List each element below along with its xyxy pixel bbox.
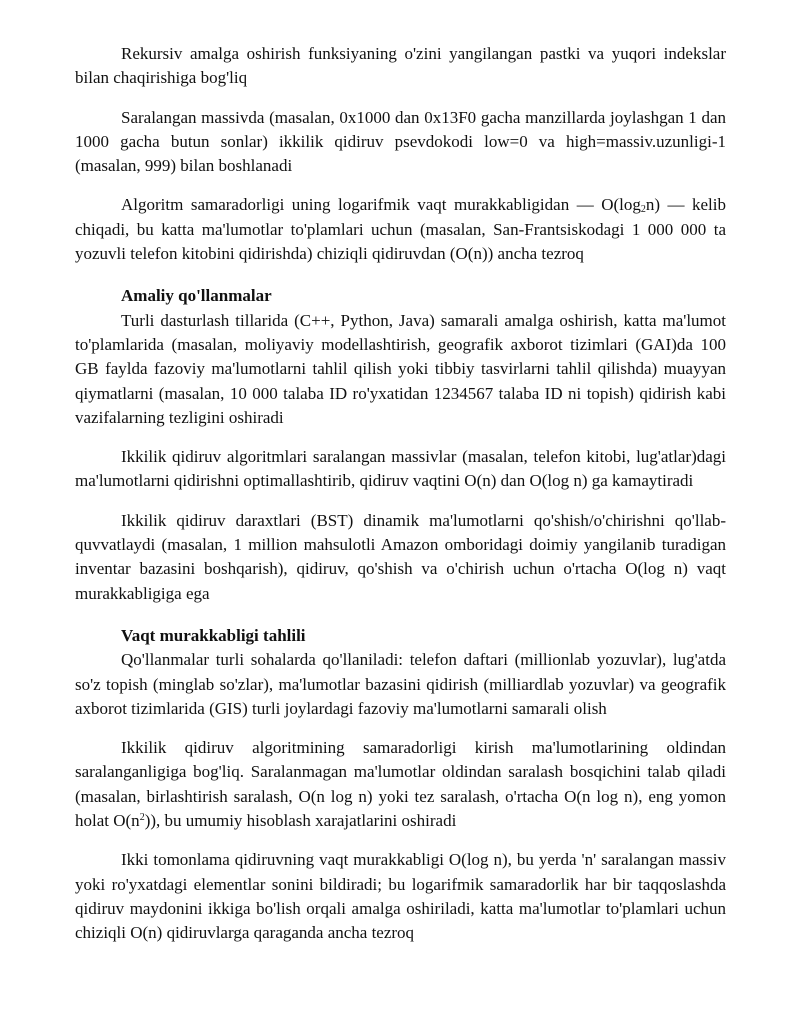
paragraph-complexity-2-part2: )), bu umumiy hisoblash xarajatlarini oshiradi <box>144 811 457 831</box>
paragraph-complexity-3: Ikki tomonlama qidiruvning vaqt murakkabligi O(log n), bu yerda 'n' saralangan massiv yoki ro'yxatdagi elementlar sonini bildiradi; bu logarifmik samaradorlik har bir taqqoslashda qidiruv maydonini ikkiga bo'lish orqali amalga oshiriladi, katta ma'lumotlar to'plamlari uchun chiziqli O(n) qidiruvlarga qaraganda ancha tezroq <box>75 850 726 943</box>
paragraph-efficiency-part2: n) — kelib chiqadi, bu katta ma'lumotlar to'plamlari uchun (masalan, San-Frantsiskodagi 1 000 000 ta yozuvli telefon kitobini qidirishda) chiziqli qidiruvdan (O(n)) ancha tezroq <box>75 195 726 264</box>
section-heading-time-complexity: Vaqt murakkabligi tahlili <box>121 625 306 645</box>
paragraph-complexity-2 <box>75 736 726 833</box>
paragraph-applications-1: Turli dasturlash tillarida (C++, Python, Java) samarali amalga oshirish, katta ma'lumot to'plamlarida (masalan, moliyaviy modellashtirish, geografik axborot tizimlari (GAI)da 100 GB faylda fazoviy ma'lumotlarni tahlil qilish yoki tibbiy tasvirlarni tahlil qilishda) muayyan qiymatlarni (masalan, 10 000 talaba ID ro'yxatidan 1234567 talaba ID ni topish) qidirish kabi vazifalarning tezligini oshiradi <box>75 310 726 427</box>
paragraph-complexity-1: Qo'llanmalar turli sohalarda qo'llaniladi: telefon daftari (millionlab yozuvlar), lug'atda so'z topish (minglab so'zlar), ma'lumotlar bazasini qidirish (milliardlab yozuvlar) va geografik axborot tizimlarida (GIS) turli joylardagi fazoviy ma'lumotlarni samarali olish <box>75 650 726 718</box>
log-base-subscript: 2 <box>640 204 646 216</box>
paragraph-complexity-2-part1: Ikkilik qidiruv algoritmining samaradorligi kirish ma'lumotlarining oldindan saralanganligiga bog'liq. Saralanmagan ma'lumotlar oldindan saralash bosqichini talab qiladi (masalan, birlashtirish saralash, O(n log n) yoki tez saralash, o'rtacha O(n log n), eng yomon holat O(n <box>75 738 726 831</box>
paragraph-efficiency-part1: Algoritm samaradorligi uning logarifmik vaqt murakkabligidan — O(log <box>121 195 641 215</box>
section-heading-applications: Amaliy qo'llanmalar <box>121 286 272 306</box>
paragraph-pseudocode: Saralangan massivda (masalan, 0x1000 dan 0x13F0 gacha manzillarda joylashgan 1 dan 1000 gacha butun sonlar) ikkilik qidiruv psevdokodi low=0 va high=massiv.uzunligi-1 (masalan, 999) bilan boshlanadi <box>75 107 726 176</box>
paragraph-applications-2: Ikkilik qidiruv algoritmlari saralangan massivlar (masalan, telefon kitobi, lug'atlar)dagi ma'lumotlarni qidirishni optimallashtirib, qidiruv vaqtini O(n) dan O(log n) ga kamaytiradi <box>75 447 726 491</box>
paragraph-recursive-implementation: Rekursiv amalga oshirish funksiyaning o'zini yangilangan pastki va yuqori indekslar bilan chaqirishiga bog'liq <box>75 44 726 88</box>
squared-superscript: 2 <box>139 812 145 824</box>
paragraph-efficiency <box>75 193 726 266</box>
paragraph-applications-3: Ikkilik qidiruv daraxtlari (BST) dinamik ma'lumotlarni qo'shish/o'chirishni qo'llab-quvvatlaydi (masalan, 1 million mahsulotli Amazon omboridagi doimiy yangilanib turadigan inventar bazasini boshqarish), qidiruv, qo'shish va o'chirish uchun o'rtacha O(log n) vaqt murakkabligiga ega <box>75 510 726 603</box>
